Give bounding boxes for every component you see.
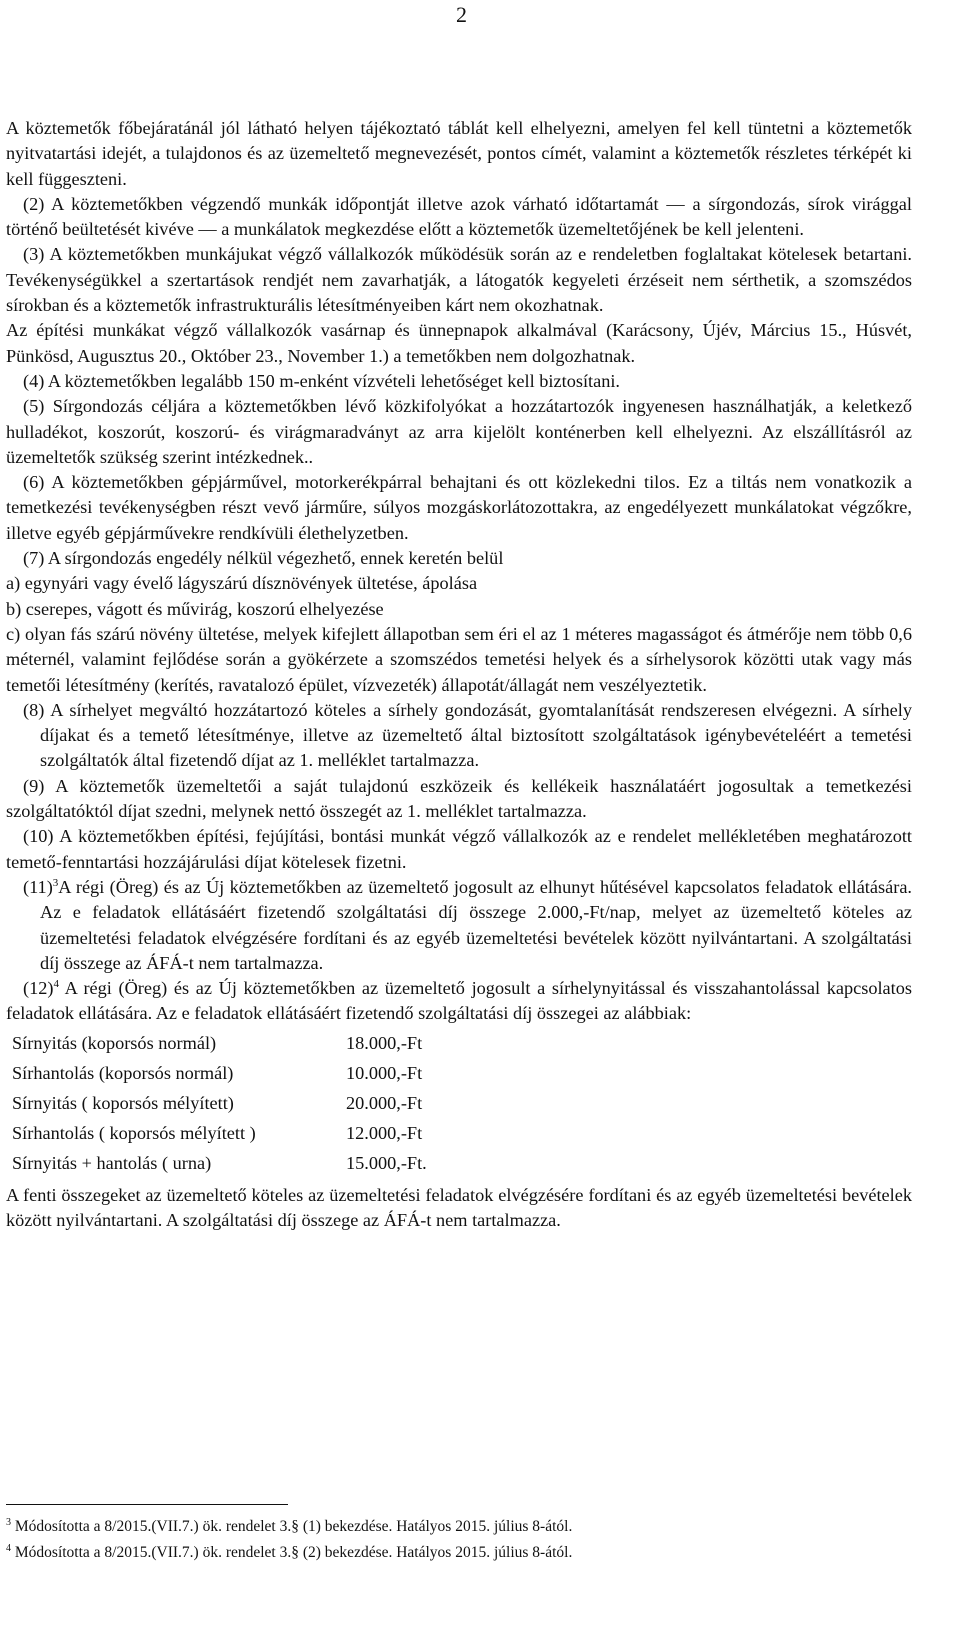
paragraph-12-text: A régi (Öreg) és az Új köztemetőkben az üzemeltető jogosult a sírhelynyitással és visszahantolással kapcsolatos feladatok ellátására. Az e feladatok ellátásáért fizetendő szolgáltatási díj összegei az alábbiak: bbox=[6, 978, 912, 1024]
paragraph-10: (10) A köztemetőkben építési, fejújítási, bontási munkát végző vállalkozók az e rendelet mellékletében meghatározott temető-fenntartási hozzájárulási díjat kötelesek fizetni. bbox=[6, 826, 912, 872]
fee-row bbox=[12, 1149, 427, 1179]
fee-amount: 15.000,-Ft. bbox=[346, 1153, 427, 1174]
paragraph-7a: a) egynyári vagy évelő lágyszárú dísznövények ültetése, ápolása bbox=[6, 573, 478, 594]
paragraph-12-number: (12) bbox=[23, 978, 54, 999]
footnote-4 bbox=[6, 1540, 912, 1566]
footnote-number: 4 bbox=[6, 1542, 11, 1554]
fee-row bbox=[12, 1089, 427, 1119]
fee-table bbox=[12, 1029, 427, 1179]
paragraph-2: (2) A köztemetőkben végzendő munkák időpontját illetve azok várható időtartamát — a sírgondozás, sírok virággal történő beültetését kivéve — a munkálatok megkezdése előtt a köztemetők üzemeltetőjének be kell jelenteni. bbox=[6, 193, 912, 240]
paragraph-5: (5) Sírgondozás céljára a köztemetőkben lévő közkifolyókat a hozzátartozók ingyenesen használhatják, a keletkező hulladékot, koszorút, koszorú- és virágmaradványt az arra kijelölt konténerben kell elhelyezni. Az elszállításról az üzemeltetők szükség szerint intézkednek.. bbox=[6, 396, 912, 467]
fee-amount: 10.000,-Ft bbox=[346, 1063, 423, 1084]
footnote-ref-3[interactable]: 3 bbox=[52, 876, 59, 889]
fee-label: Sírnyitás (koporsós normál) bbox=[12, 1033, 217, 1054]
paragraph-3: (3) A köztemetőkben munkájukat végző vállalkozók működésük során az e rendeletben foglaltakat kötelesek betartani. Tevékenységükkel a szertartások rendjét nem zavarhatják, a látogatók kegyeleti érzéseit nem sérthetik, a szomszédos sírokban és a köztemetők infrastrukturális létesítményeiben kárt nem okozhatnak. bbox=[6, 244, 912, 316]
footnote-number: 3 bbox=[6, 1516, 11, 1528]
paragraph-intro: A köztemetők főbejáratánál jól látható helyen tájékoztató táblát kell elhelyezni, amelyen fel kell tüntetni a köztemetők nyitvatartási idejét, a tulajdonos és az üzemeltető megnevezését, pontos címét, valamint a köztemetők részletes térképét ki kell függeszteni. bbox=[6, 118, 912, 189]
paragraph-7b: b) cserepes, vágott és művirág, koszorú elhelyezése bbox=[6, 598, 384, 619]
footnote-ref-4[interactable]: 4 bbox=[53, 978, 59, 990]
footnote-separator bbox=[6, 1504, 288, 1505]
paragraph-8: (8) A sírhelyet megváltó hozzátartozó köteles a sírhely gondozását, gyomtalanítását rendszeresen elvégezni. A sírhely díjakat és a temető létesítménye, illetve az üzemeltető által biztosított szolgáltatások igénybevételéért a temetési szolgáltatók által fizetendő díjat az 1. melléklet tartalmazza. bbox=[23, 699, 912, 771]
document-body bbox=[6, 116, 912, 1233]
footnote-3 bbox=[6, 1514, 912, 1540]
fee-label: Sírhantolás (koporsós normál) bbox=[12, 1063, 234, 1084]
paragraph-11-text: A régi (Öreg) és az Új köztemetőkben az üzemeltető jogosult az elhunyt hűtésével kapcsolatos feladatok ellátására. Az e feladatok ellátásáért fizetendő szolgáltatási díj összege 2.000,-Ft/nap, melyet az üzemeltető köteles az üzemeltetési feladatok elvégzésére fordítani és az egyéb üzemeltetési bevételek között nyilvántartani. A szolgáltatási díj összege az ÁFÁ-t nem tartalmazza. bbox=[40, 876, 912, 973]
paragraph-7c: c) olyan fás szárú növény ültetése, melyek kifejlett állapotban sem éri el az 1 méteres magasságot és átmérője nem több 0,6 méternél, valamint fejlődése során a gyökérzete a szomszédos temetési helyek és a sírhelysorok közötti utak vagy más temetői létesítmény (kerítés, ravatalozó épület, vízvezeték) állapotát/állagát nem veszélyeztetik. bbox=[6, 623, 912, 695]
footnote-text: Módosította a 8/2015.(VII.7.) ök. rendelet 3.§ (1) bekezdése. Hatályos 2015. július 8-ától. bbox=[11, 1518, 573, 1535]
paragraph-7: (7) A sírgondozás engedély nélkül végezhető, ennek keretén belül bbox=[23, 548, 504, 569]
fee-label: Sírhantolás ( koporsós mélyített ) bbox=[12, 1123, 256, 1144]
fee-amount: 20.000,-Ft bbox=[346, 1093, 423, 1114]
fee-row bbox=[12, 1029, 427, 1059]
paragraph-3-holidays: Az építési munkákat végző vállalkozók vasárnap és ünnepnapok alkalmával (Karácsony, Újév, Március 15., Húsvét, Pünkösd, Augusztus 20., Október 23., November 1.) a temetőkben nem dolgozhatnak. bbox=[6, 320, 912, 366]
fee-label: Sírnyitás ( koporsós mélyített) bbox=[12, 1093, 234, 1114]
footnote-text: Módosította a 8/2015.(VII.7.) ök. rendelet 3.§ (2) bekezdése. Hatályos 2015. július 8-ától. bbox=[11, 1544, 573, 1561]
paragraph-11-number: (11) bbox=[23, 876, 53, 897]
paragraph-4: (4) A köztemetőkben legalább 150 m-enként vízvételi lehetőséget kell biztosítani. bbox=[23, 370, 621, 391]
fee-label: Sírnyitás + hantolás ( urna) bbox=[12, 1153, 212, 1174]
paragraph-11 bbox=[6, 875, 912, 976]
paragraph-12 bbox=[6, 976, 912, 1027]
closing-paragraph: A fenti összegeket az üzemeltető köteles az üzemeltetési feladatok elvégzésére fordítani és az egyéb üzemeltetési bevételek között nyilvántartani. A szolgáltatási díj összege az ÁFÁ-t nem tartalmazza. bbox=[6, 1184, 912, 1230]
page-number: 2 bbox=[456, 2, 467, 27]
fee-row bbox=[12, 1059, 427, 1089]
fee-row bbox=[12, 1119, 427, 1149]
fee-amount: 12.000,-Ft bbox=[346, 1123, 423, 1144]
paragraph-9: (9) A köztemetők üzemeltetői a saját tulajdonú eszközeik és kellékeik használatáért jogosultak a temetkezési szolgáltatóktól díjat szedni, melynek nettó összegét az 1. melléklet tartalmazza. bbox=[6, 775, 912, 822]
footnotes bbox=[6, 1514, 912, 1566]
paragraph-6: (6) A köztemetőkben gépjárművel, motorkerékpárral behajtani és ott közlekedni tilos. Ez a tiltás nem vonatkozik a temetkezési tevékenységben részt vevő járműre, súlyos mozgáskorlátozottakra, az engedélyezett munkálatokat végzőkre, illetve egyéb gépjárművekre rendkívüli élethelyzetben. bbox=[6, 472, 912, 543]
fee-amount: 18.000,-Ft bbox=[346, 1033, 423, 1054]
